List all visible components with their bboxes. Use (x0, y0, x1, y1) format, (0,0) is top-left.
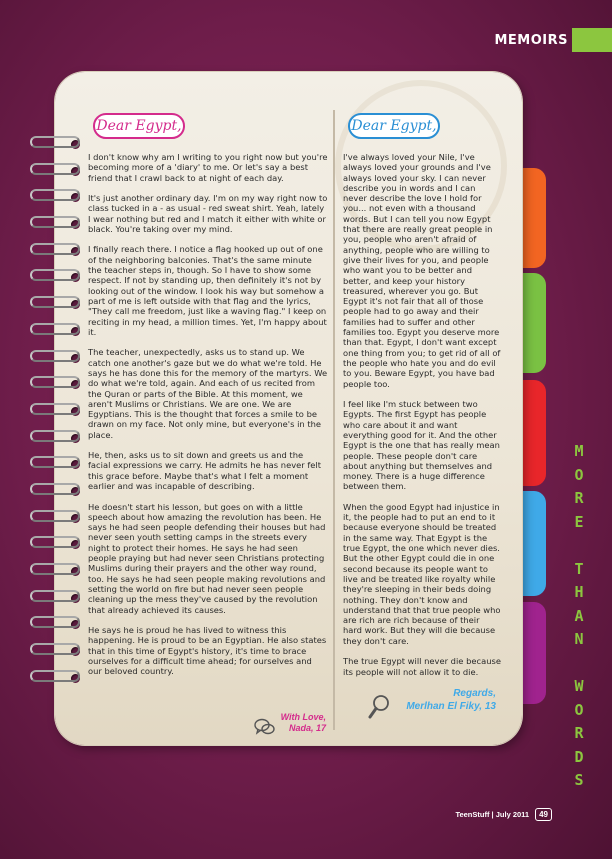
side-letter: A (574, 606, 584, 625)
page-number: 49 (535, 808, 552, 821)
paragraph: He doesn't start his lesson, but goes on with a little speech about how amazing the revolution has been. He says he had seen people defending their houses but had never seen youth setting camps in the streets every night to protect their homes. He says he had seen people praying but had never seen Christians protecting Muslims during their prayers and the other way round, too. He says he had seen people making revolutions and setting the world on fire but had never seen people cleaning up the mess they've caused by the revolution that already achieved its causes. (88, 501, 326, 615)
paragraph: I don't know why am I writing to you right now but you're becoming more of a 'diary' to me. Or let's say a best friend that I crawl back to at night of each day. (88, 152, 328, 183)
left-sign-name: Nada, 17 (288, 723, 326, 733)
spiral-ring (30, 563, 80, 575)
spiral-ring (30, 189, 80, 201)
side-letter (574, 652, 583, 676)
spiral-ring (30, 163, 80, 175)
spiral-ring (30, 323, 80, 335)
side-letter: O (574, 700, 584, 719)
right-letter-body (343, 152, 501, 687)
spiral-ring (30, 296, 80, 308)
side-letter: N (574, 630, 584, 648)
left-sign-closing: With Love, (280, 712, 326, 722)
side-letter: M (574, 442, 584, 460)
left-letter-body (88, 152, 328, 687)
spiral-ring (30, 243, 80, 255)
page-footer (455, 808, 552, 821)
right-letter-heading: Dear Egypt, (348, 113, 440, 139)
spiral-ring (30, 430, 80, 442)
spiral-ring (30, 483, 80, 495)
side-letter: E (574, 512, 584, 531)
side-letter: H (574, 583, 584, 601)
footer-brand: TeenStuff | July 2011 (455, 810, 530, 819)
paragraph: I've always loved your Nile, I've always loved your grounds and I've always loved your sky. I can never describe you in words and I can never describe the love I hold for you... not even with a thousand words. But I can tell you now Egypt that there are really great people in you, people who aren't afraid of anything, people who are willing to give their lives for you, and people who want you to be better and better, and keep your history treasured, wherever you go. But Egypt it's not fair that all of those people had to go away and their families had to suffer and other families too. Egypt you deserve more than that. Egypt, I don't want except one thing from you; to get rid of all of the people who hate you and do evil to you. Beware Egypt, you have bad people too. (343, 152, 501, 389)
spiral-ring (30, 216, 80, 228)
spiral-ring (30, 510, 80, 522)
paragraph: The teacher, unexpectedly, asks us to stand up. We catch one another's gaze but we do what we're told. He says he has done this for the memory of the martyrs. We do what we're told, again. And each of us recited from the Quran or parts of the Bible. At this moment, we aren't Muslims or Christians. We are one. We are Egyptians. This is the thought that forces a smile to be drawn on my face. Not only mine, but everyone's in the place. (88, 347, 328, 440)
side-letter: D (574, 747, 584, 766)
spiral-binding (30, 136, 80, 682)
spiral-ring (30, 590, 80, 602)
paragraph: He says he is proud he has lived to witness this happening. He is proud to be an Egyptian. He also states that in this time of Egypt's history, it's time to brace ourselves for a difficult time ahead; for ourselves and our beloved country. (88, 625, 327, 677)
section-label: MEMOIRS (494, 33, 568, 48)
side-letter: T (574, 559, 584, 578)
section-accent-bar (572, 28, 612, 52)
spiral-ring (30, 643, 80, 655)
spiral-ring (30, 536, 80, 548)
paragraph: It's just another ordinary day. I'm on my way right now to class tucked in a - as usual - red sweat shirt. Yeah, lately I wear nothing but red and I match it either with white or black. You're taking over my mind. (88, 193, 328, 234)
paragraph: I finally reach there. I notice a flag hooked up out of one of the neighboring balconies. That's the same minute the teacher steps in, though. So I have to show some respect. If not by standing up, then definitely it's not by looking out of the window. I look his way but somehow a part of me is left outside with that flag and the lyrics, "They call me freedom, just like a waving flag." I keep on reciting in my head, a million times. Yet, I'm happy about it. (88, 244, 327, 337)
spiral-ring (30, 269, 80, 281)
right-sign-name: Merlhan El Fiky, 13 (406, 700, 496, 712)
side-letter: S (574, 771, 584, 789)
paragraph: I feel like I'm stuck between two Egypts. The first Egypt has people who care about it and want everything good for it. And the other Egypt is the one that has really mean people. These people don't care about anything but themselves and money. There is a huge difference between them. (343, 399, 500, 492)
side-letter: O (574, 465, 584, 484)
paragraph: When the good Egypt had injustice in it, the people had to put an end to it because everyone should be treated in the same way. That Egypt is the true Egypt, the one which never dies. But the other Egypt could die in one second because its people want to live and be treated like royalty while they're sleeping in their beds doing nothing. They don't know and understand that that true people who are rich are rich because of their hard work. But they will die because they don't care. (343, 501, 501, 646)
spiral-ring (30, 403, 80, 415)
spiral-ring (30, 376, 80, 388)
side-letter: R (574, 489, 584, 507)
right-signature (384, 688, 496, 713)
side-letter: W (574, 677, 584, 695)
spiral-ring (30, 616, 80, 628)
side-letter: R (574, 724, 584, 742)
left-letter-heading: Dear Egypt, (93, 113, 185, 139)
side-vertical-title (566, 440, 592, 793)
spiral-ring (30, 456, 80, 468)
spiral-ring (30, 136, 80, 148)
column-divider (333, 110, 335, 730)
spiral-ring (30, 670, 80, 682)
left-signature (236, 712, 326, 734)
right-sign-closing: Regards, (453, 688, 496, 699)
side-letter (574, 534, 583, 558)
paragraph: The true Egypt will never die because its people will not allow it to die. (343, 656, 501, 677)
paragraph: He, then, asks us to sit down and greets us and the facial expressions we carry. He admits he has never felt this grace before. Maybe that's what I felt a moment earlier and was incapable of describing. (88, 450, 322, 492)
spiral-ring (30, 350, 80, 362)
